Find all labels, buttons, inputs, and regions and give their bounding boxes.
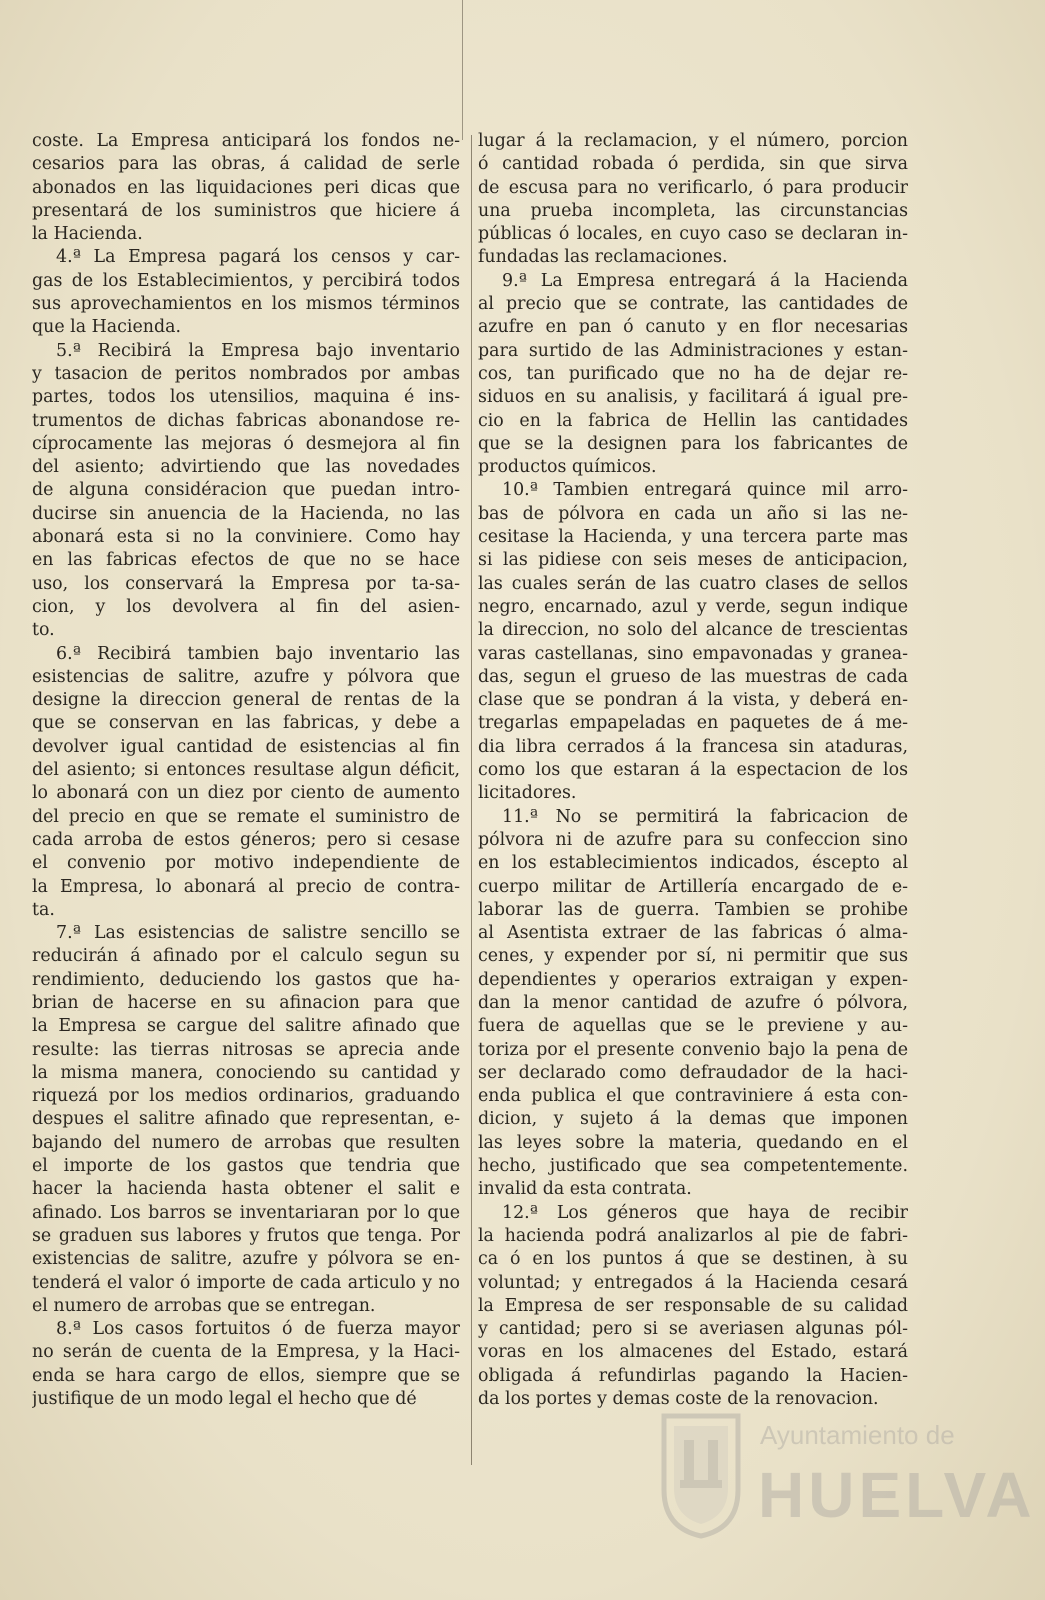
text-line: que la Hacienda.: [32, 317, 181, 338]
text-line: la direccion, no solo del alcance de trescientas: [478, 620, 908, 641]
text-line: designe la direccion general de rentas de la: [32, 690, 460, 711]
text-line: negro, encarnado, azul y verde, segun indique: [478, 596, 908, 617]
text-line: cio en la fabrica de Hellin las cantidades: [478, 410, 908, 431]
text-line: brian de hacerse en su afinacion para que: [32, 992, 460, 1013]
text-line: abonados en las liquidaciones peri dicas que: [32, 177, 460, 198]
text-line: que se conservan en las fabricas, y debe a: [32, 713, 460, 734]
text-line: las cuales serán de las cuatro clases de sellos: [478, 573, 908, 594]
fold-line: [462, 0, 463, 140]
text-line: fuera de aquellas que se le previene y au-: [478, 1016, 908, 1037]
text-line: invalid da esta contrata.: [478, 1179, 692, 1200]
text-line: bajando del numero de arrobas que resulten: [32, 1132, 460, 1153]
text-line: de escusa para no verificarlo, ó para producir: [478, 177, 908, 198]
text-line: clase que se pondran á la vista, y deberá en-: [478, 690, 908, 711]
text-line: despues el salitre afinado que representan, e-: [32, 1109, 460, 1130]
text-line: al precio que se contrate, las cantidades de: [478, 294, 908, 315]
text-line: das, segun el grueso de las muestras de cada: [478, 666, 908, 687]
watermark-line2: HUELVA: [758, 1459, 1036, 1531]
text-line: de alguna considéracion que puedan intro-: [32, 480, 460, 501]
text-line: enda se hara cargo de ellos, siempre que se: [32, 1365, 460, 1386]
text-line: tregarlas empapeladas en paquetes de á me-: [478, 713, 908, 734]
text-line: da los portes y demas coste de la renovacion.: [478, 1389, 879, 1410]
city-shield-icon: [660, 1410, 742, 1540]
text-line: una prueba incompleta, las circunstancias: [478, 200, 908, 221]
text-line: devolver igual cantidad de esistencias al fin: [32, 736, 460, 757]
text-line: 12.ª Los géneros que haya de recibir: [502, 1202, 908, 1223]
text-line: toriza por el presente convenio bajo la pena de: [478, 1039, 908, 1060]
text-line: el convenio por motivo independiente de: [32, 853, 460, 874]
text-line: resulte: las tierras nitrosas se aprecia ande: [32, 1039, 460, 1060]
text-line: ó cantidad robada ó perdida, sin que sirva: [478, 154, 908, 175]
text-line: hecho, justificado que sea competentemente.: [478, 1156, 908, 1177]
text-line: 6.ª Recibirá tambien bajo inventario las: [56, 643, 460, 664]
text-line: cuerpo militar de Artillería encargado de e-: [478, 876, 908, 897]
text-line: el numero de arrobas que se entregan.: [32, 1295, 376, 1316]
text-line: dia libra cerrados á la francesa sin ataduras,: [478, 736, 908, 757]
column-divider: [471, 135, 472, 1465]
text-line: ducirse sin anuencia de la Hacienda, no las: [32, 503, 460, 524]
text-line: en las fabricas efectos de que no se hace: [32, 550, 460, 571]
text-line: la Empresa de ser responsable de su calidad: [478, 1295, 908, 1316]
text-line: cos, tan purificado que no ha de dejar re-: [478, 363, 908, 384]
text-line: bas de pólvora en cada un año si las ne-: [478, 503, 908, 524]
text-line: las leyes sobre la materia, quedando en el: [478, 1132, 908, 1153]
text-line: del asiento; si entonces resultase algun déficit,: [32, 760, 460, 781]
text-line: para surtido de las Administraciones y estan-: [478, 340, 908, 361]
text-line: 9.ª La Empresa entregará á la Hacienda: [502, 270, 908, 291]
text-line: trumentos de dichas fabricas abonandose re-: [32, 410, 460, 431]
text-line: si las pidiese con seis meses de anticipacion,: [478, 550, 908, 571]
text-line: la Empresa se cargue del salitre afinado que: [32, 1016, 460, 1037]
text-line: se graduen sus labores y frutos que tenga. Por: [32, 1225, 460, 1246]
text-line: esistencias de salitre, azufre y pólvora que: [32, 666, 460, 687]
text-line: del precio en que se remate el suministro de: [32, 806, 460, 827]
text-line: la Empresa, lo abonará al precio de contra-: [32, 876, 460, 897]
text-line: fundadas las reclamaciones.: [478, 247, 728, 268]
text-line: 7.ª Las esistencias de salistre sencillo se: [56, 923, 460, 944]
text-line: ta.: [32, 899, 55, 920]
text-line: 5.ª Recibirá la Empresa bajo inventario: [56, 340, 460, 361]
left-column: [32, 130, 460, 1411]
text-line: coste. La Empresa anticipará los fondos ne-: [32, 131, 460, 151]
text-line: como los que estaran á la espectacion de los: [478, 760, 908, 781]
text-line: y cantidad; pero si se averiasen algunas pól-: [478, 1319, 908, 1340]
text-line: varas castellanas, sino empavonadas y granea-: [478, 643, 908, 664]
text-line: partes, todos los utensilios, maquina é ins-: [32, 387, 460, 408]
text-line: lugar á la reclamacion, y el número, porcion: [478, 131, 908, 151]
text-line: to.: [32, 620, 55, 641]
text-line: voluntad; y entregados á la Hacienda cesará: [478, 1272, 908, 1293]
text-line: lo abonará con un diez por ciento de aumento: [32, 783, 460, 804]
text-line: laborar las de guerra. Tambien se prohibe: [478, 899, 908, 920]
text-line: dan la menor cantidad de azufre ó pólvora,: [478, 992, 908, 1013]
text-line: pólvora ni de azufre para su confeccion sino: [478, 829, 908, 850]
text-line: la hacienda podrá analizarlos al pie de fabri-: [478, 1225, 908, 1246]
text-line: dicion, y sujeto á la demas que imponen: [478, 1109, 908, 1130]
text-line: cesarios para las obras, á calidad de serle: [32, 154, 460, 175]
text-line: abonará esta si no la conviniere. Como hay: [32, 527, 460, 548]
text-line: cenes, y expender por sí, ni permitir que sus: [478, 946, 908, 967]
watermark: [660, 1400, 1036, 1570]
right-column: [478, 130, 908, 1411]
text-line: ser declarado como defraudador de la haci-: [478, 1062, 908, 1083]
watermark-line1: Ayuntamiento de: [760, 1420, 955, 1450]
text-line: obligada á refundirlas pagando la Hacien-: [478, 1365, 908, 1386]
text-line: gas de los Establecimientos, y percibirá todos: [32, 270, 460, 291]
text-line: el importe de los gastos que tendria que: [32, 1156, 460, 1177]
text-line: no serán de cuenta de la Empresa, y la Haci-: [32, 1342, 460, 1363]
text-line: en los establecimientos indicados, éscepto al: [478, 853, 908, 874]
text-line: presentará de los suministros que hiciere á: [32, 200, 460, 221]
text-line: azufre en pan ó canuto y en flor necesarias: [478, 317, 908, 338]
text-line: sus aprovechamientos en los mismos términos: [32, 294, 460, 315]
text-line: 4.ª La Empresa pagará los censos y car-: [56, 247, 460, 268]
text-line: ca ó en los puntos á que se destinen, à su: [478, 1249, 908, 1270]
text-line: uso, los conservará la Empresa por ta-sa-: [32, 573, 460, 594]
text-line: 10.ª Tambien entregará quince mil arro-: [502, 480, 908, 501]
text-line: productos químicos.: [478, 457, 657, 478]
text-line: voras en los almacenes del Estado, estará: [478, 1342, 908, 1363]
text-line: tenderá el valor ó importe de cada articulo y no: [32, 1272, 460, 1293]
text-line: hacer la hacienda hasta obtener el salit e: [32, 1179, 460, 1200]
text-line: cada arroba de estos géneros; pero si cesase: [32, 829, 460, 850]
text-line: dependientes y operarios extraigan y expen-: [478, 969, 908, 990]
text-line: cion, y los devolvera al fin del asien-: [32, 596, 460, 617]
text-line: enda publica el que contraviniere á esta con-: [478, 1086, 908, 1107]
text-line: públicas ó locales, en cuyo caso se declaran in-: [478, 224, 908, 245]
text-line: rendimiento, deduciendo los gastos que ha-: [32, 969, 460, 990]
text-line: la Hacienda.: [32, 224, 143, 245]
text-line: reducirán á afinado por el calculo segun su: [32, 946, 460, 967]
text-line: que se la designen para los fabricantes de: [478, 433, 908, 454]
text-line: y tasacion de peritos nombrados por ambas: [32, 363, 460, 384]
text-line: siduos en su analisis, y facilitará á igual pre-: [478, 387, 908, 408]
text-line: cesitase la Hacienda, y una tercera parte mas: [478, 527, 908, 548]
text-line: riquezá por los medios ordinarios, graduando: [32, 1086, 460, 1107]
text-line: del asiento; advirtiendo que las novedades: [32, 457, 460, 478]
text-line: cíprocamente las mejoras ó desmejora al fin: [32, 433, 460, 454]
text-line: la misma manera, conociendo su cantidad y: [32, 1062, 460, 1083]
text-line: existencias de salitre, azufre y pólvora se en-: [32, 1249, 460, 1270]
text-line: afinado. Los barros se inventariaran por lo que: [32, 1202, 460, 1223]
text-line: justifique de un modo legal el hecho que dé: [32, 1389, 417, 1410]
text-line: licitadores.: [478, 783, 577, 804]
text-line: 8.ª Los casos fortuitos ó de fuerza mayor: [56, 1319, 460, 1340]
text-line: 11.ª No se permitirá la fabricacion de: [502, 806, 908, 827]
text-line: al Asentista extraer de las fabricas ó alma-: [478, 923, 908, 944]
